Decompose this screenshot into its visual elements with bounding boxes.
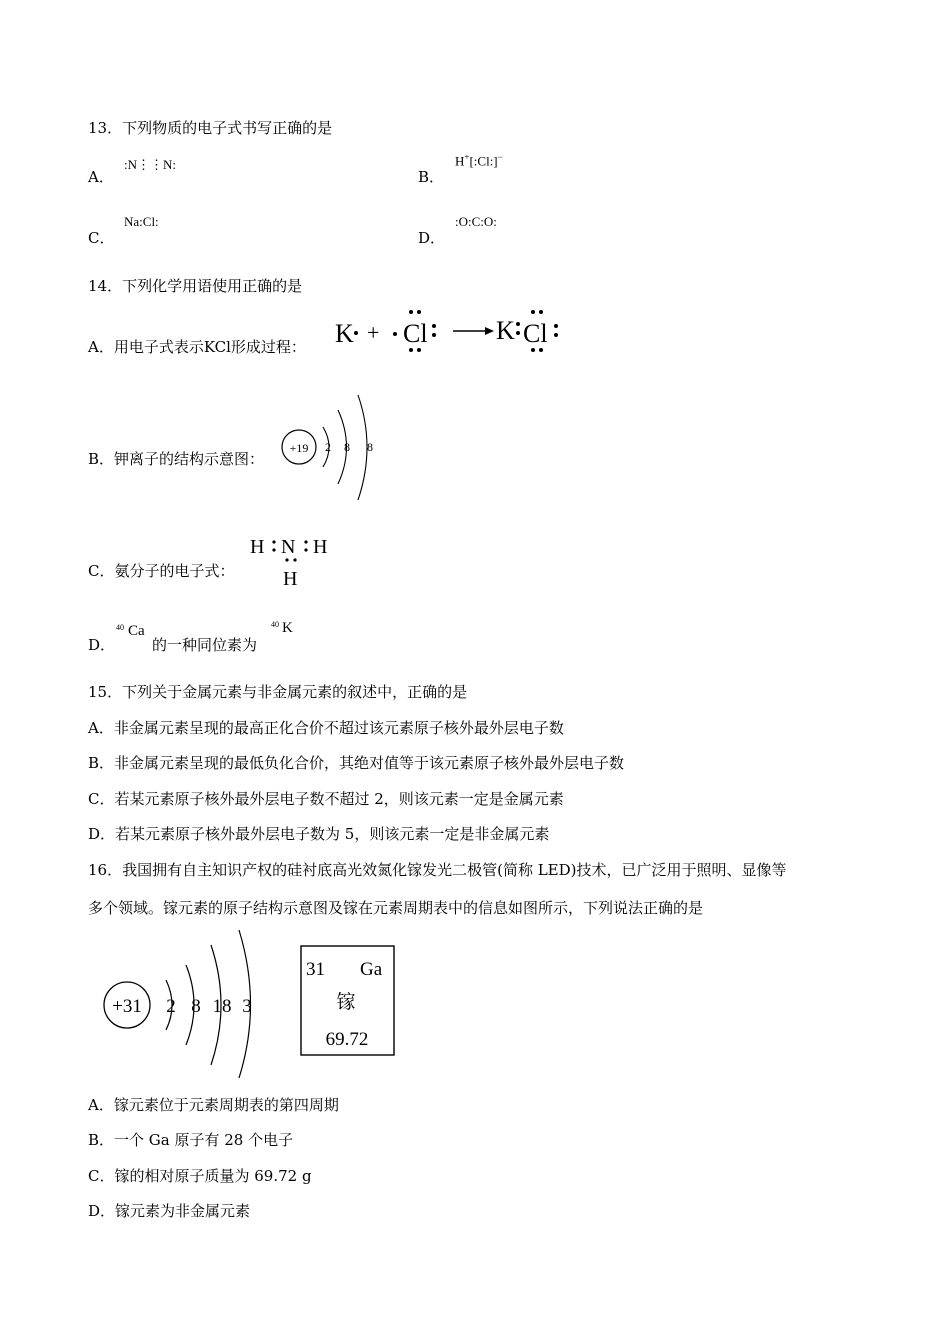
q14-d-k-symbol: K [282, 620, 293, 636]
q14-d-text: 的一种同位素为 [152, 636, 258, 654]
q16-periodic-table-cell [300, 945, 396, 1057]
q13-b-bracket: [:Cl:] [469, 153, 498, 169]
q16-option-c: C．镓的相对原子质量为 69.72 g [88, 1167, 312, 1185]
q16-stem-line-1: 16．我国拥有自主知识产权的硅衬底高光效氮化镓发光二极管(简称 LED)技术，已广泛用于照明、显像等 [88, 861, 787, 879]
q14-option-b-text: B．钾离子的结构示意图： [88, 450, 265, 468]
q13-b-plus: + [464, 152, 470, 162]
q14-b-shell-1: 2 [325, 440, 331, 454]
q14-a-plus: + [367, 320, 380, 345]
q14-b-shell-2: 8 [344, 440, 350, 454]
q13-stem: 13．下列物质的电子式书写正确的是 [88, 119, 333, 137]
q15-stem: 15．下列关于金属元素与非金属元素的叙述中，正确的是 [88, 683, 468, 701]
q16-nucleus-label: +31 [112, 996, 142, 1017]
q14-ammonia-electron-formula [247, 533, 337, 591]
q13-option-d-label: D． [418, 229, 446, 247]
q14-d-isotope-ca [116, 623, 156, 645]
q14-c-h1: H [250, 536, 265, 558]
q13-option-b-label: B． [418, 168, 445, 186]
q14-a-cl: Cl [403, 319, 428, 348]
q16-option-b: B．一个 Ga 原子有 28 个电子 [88, 1131, 294, 1149]
q16-stem-line-2: 多个领域。镓元素的原子结构示意图及镓在元素周期表中的信息如图所示，下列说法正确的是 [88, 899, 704, 917]
q14-d-k-mass: 40 [271, 620, 279, 629]
q16-shell-4: 3 [242, 996, 252, 1017]
q14-d-ca-mass: 40 [116, 623, 124, 632]
q14-stem: 14．下列化学用语使用正确的是 [88, 277, 303, 295]
q16-gallium-atom-structure-diagram [100, 925, 270, 1085]
q14-b-nucleus-label: +19 [289, 441, 309, 455]
q15-option-a: A．非金属元素呈现的最高正化合价不超过该元素原子核外最外层电子数 [88, 719, 564, 737]
q14-d-isotope-k [271, 620, 301, 642]
q14-option-a-text: A．用电子式表示KCl形成过程： [88, 338, 306, 356]
q13-option-c-formula: Na:Cl: [124, 214, 159, 229]
q14-c-h3: H [283, 568, 298, 590]
q16-shell-1: 2 [166, 996, 176, 1017]
q16-option-d: D．镓元素为非金属元素 [88, 1202, 251, 1220]
q16-shell-2: 8 [191, 996, 201, 1017]
q14-option-d-label: D． [88, 636, 116, 654]
q13-b-h: H [455, 153, 465, 169]
q14-b-shell-3: 8 [367, 440, 373, 454]
q14-potassium-ion-structure-diagram [280, 390, 380, 506]
q14-option-c-text: C．氨分子的电子式： [88, 562, 235, 580]
q13-option-d-formula: :O:C:O: [455, 214, 497, 229]
q14-a-k-dot [354, 331, 358, 335]
q16-option-a: A．镓元素位于元素周期表的第四周期 [88, 1096, 339, 1114]
q14-d-ca-symbol: Ca [128, 623, 145, 639]
q14-c-n: N [281, 536, 296, 558]
q13-option-a-formula: :N⋮⋮N: [124, 157, 176, 172]
q16-shell-3: 18 [212, 996, 232, 1017]
q13-b-minus: − [497, 152, 503, 162]
q15-option-b: B．非金属元素呈现的最低负化合价，其绝对值等于该元素原子核外最外层电子数 [88, 754, 625, 772]
q13-option-a-label: A． [88, 168, 114, 186]
q14-a-product-k: K [496, 316, 515, 345]
q14-a-arrow-head [485, 327, 494, 335]
q13-option-b-formula [455, 152, 503, 169]
q16-cell-symbol: Ga [360, 959, 383, 980]
q14-a-k: K [335, 319, 354, 348]
q16-cell-mass: 69.72 [325, 1029, 369, 1050]
q15-option-d: D．若某元素原子核外最外层电子数为 5，则该元素一定是非金属元素 [88, 825, 550, 843]
q16-cell-number: 31 [306, 959, 325, 980]
q15-option-c: C．若某元素原子核外最外层电子数不超过 2，则该元素一定是金属元素 [88, 790, 564, 808]
q16-cell-name: 镓 [336, 992, 356, 1013]
q14-a-product-cl: Cl [523, 319, 548, 348]
q14-kcl-formation-diagram [330, 304, 570, 356]
q14-c-h2: H [313, 536, 328, 558]
q14-a-cl-dot-left [393, 332, 397, 336]
q13-option-c-label: C． [88, 229, 115, 247]
